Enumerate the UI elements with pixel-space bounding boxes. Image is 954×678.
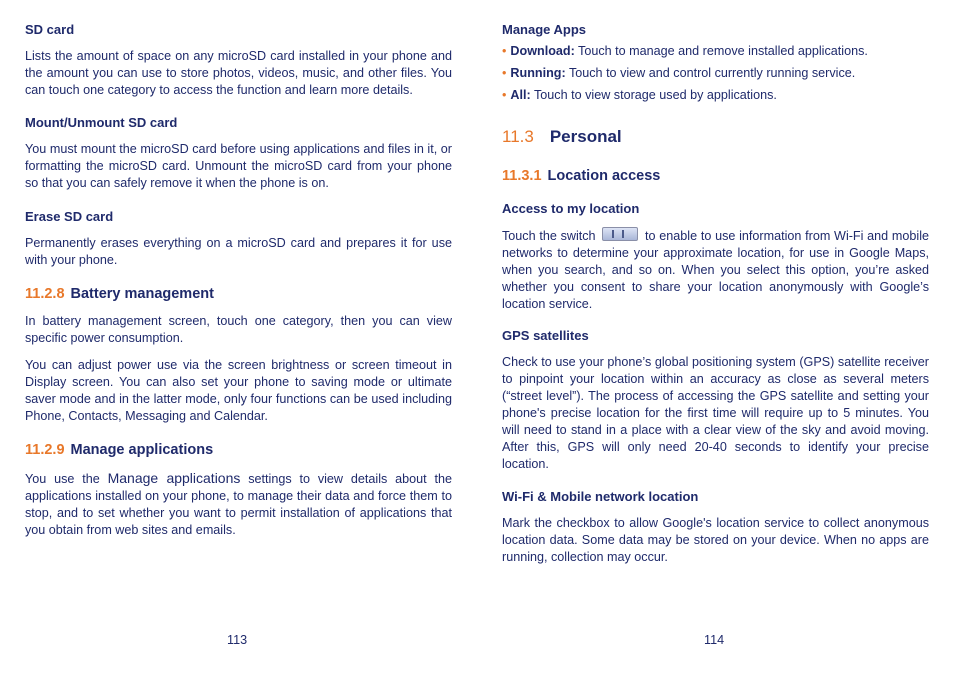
list-item-text: Touch to view storage used by applications. [530, 88, 777, 102]
mount-heading: Mount/Unmount SD card [25, 115, 178, 130]
list-item [502, 43, 868, 60]
list-item-term: Download: [510, 44, 575, 58]
section-title: Battery management [70, 286, 214, 302]
section-number: 11.3.1 [502, 168, 542, 184]
page-number: 114 [704, 633, 725, 647]
sd-card-body: Lists the amount of space on any microSD card installed in your phone and the amount you can use to store photos, videos, music, and other files. You can touch one category to access the function and learn more details. [25, 49, 452, 97]
battery-section-heading [25, 285, 214, 303]
mount-body: You must mount the microSD card before using applications and files in it, or formatting the microSD card. Unmount the microSD card from your phone so that you can safely remove it when the phone is on. [25, 142, 452, 190]
manage-apps-heading: Manage Apps [502, 22, 587, 37]
body-suffix: settings to view details about the applications installed on your phone, to manage their data and force them to stop, and to set whether you want to permit installation of applications that you obtain from web sites and emails. [25, 472, 452, 537]
section-number: 11.2.9 [25, 442, 65, 458]
wifi-heading: Wi-Fi & Mobile network location [502, 489, 699, 504]
list-item-text: Touch to view and control currently running service. [565, 66, 856, 80]
battery-para-2: You can adjust power use via the screen brightness or screen timeout in Display screen. You can also set your phone to saving mode or ultimate saver mode and in the latter mode, only four functions can be used including Phone, Contacts, Messaging and Calendar. [25, 358, 452, 423]
bullet-icon: • [502, 44, 507, 58]
access-body [502, 227, 929, 313]
body-prefix: Touch the switch [502, 229, 596, 243]
erase-heading: Erase SD card [25, 209, 114, 224]
page-number: 113 [227, 633, 248, 647]
body-suffix: to enable to use information from Wi-Fi and mobile networks to determine your approximate location, for use in Google Maps, when you search, and so on. When you select this option, you’re asked whether you consent to share your location anonymously with Google’s location service. [502, 229, 929, 311]
sd-card-heading: SD card [25, 22, 75, 37]
personal-section-heading [502, 127, 622, 147]
location-section-heading [502, 167, 660, 185]
section-title: Manage applications [70, 442, 214, 458]
body-prefix: You use the [25, 472, 108, 486]
erase-body: Permanently erases everything on a microSD card and prepares it for use with your phone. [25, 236, 452, 267]
access-heading: Access to my location [502, 201, 640, 216]
gps-body: Check to use your phone’s global positioning system (GPS) satellite receiver to pinpoint your location within an accuracy as close as several meters (“street level”). The process of accessing the GPS satellite and setting your phone's precise location for the first time will require up to 5 minutes. You will need to stand in a place with a clear view of the sky and avoid moving. After this, GPS will only need 20-40 seconds to identify your precise location. [502, 355, 929, 471]
section-title: Personal [549, 127, 622, 146]
wifi-body: Mark the checkbox to allow Google's location service to collect anonymous location data. Some data may be stored on your device. When no apps are running, collection may occur. [502, 516, 929, 564]
section-title: Location access [547, 168, 661, 184]
list-item-text: Touch to manage and remove installed applications. [574, 44, 868, 58]
list-item [502, 87, 777, 104]
manage-applications-section-heading [25, 441, 213, 459]
gps-heading: GPS satellites [502, 328, 589, 343]
section-number: 11.3 [502, 127, 534, 146]
switch-icon [602, 227, 638, 241]
bullet-icon: • [502, 66, 507, 80]
list-item-term: All: [510, 88, 531, 102]
section-number: 11.2.8 [25, 286, 65, 302]
bullet-icon: • [502, 88, 507, 102]
list-item [502, 65, 855, 82]
manage-applications-term: Manage applications [107, 470, 241, 486]
battery-para-1: In battery management screen, touch one category, then you can view specific power consumption. [25, 314, 452, 345]
list-item-term: Running: [510, 66, 566, 80]
manage-applications-body [25, 470, 452, 539]
